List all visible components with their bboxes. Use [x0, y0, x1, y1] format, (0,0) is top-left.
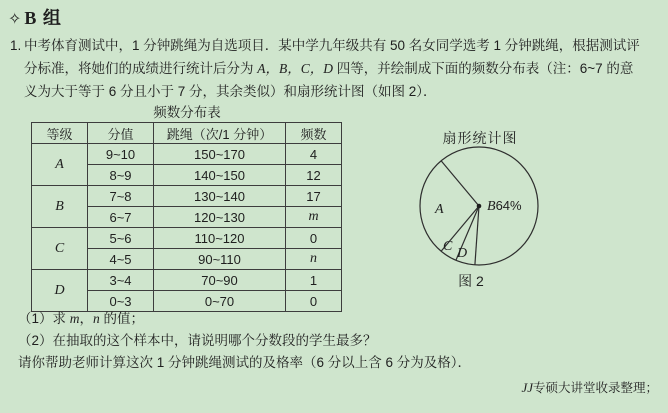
table-row — [32, 270, 342, 291]
pie-label-C: C — [443, 239, 453, 254]
diamond-star-icon: ✧ — [8, 11, 23, 28]
question-1-post: 的值； — [99, 311, 145, 326]
freq-cell: 4 — [286, 144, 342, 165]
freq-cell: 17 — [286, 186, 342, 207]
problem-line-2 — [24, 57, 664, 80]
header-skips: 跳绳（次/1 分钟） — [154, 123, 286, 144]
skips-cell: 140~150 — [154, 165, 286, 186]
section-header — [8, 4, 62, 30]
score-cell: 6~7 — [88, 207, 154, 228]
pie-label-B-percent: 64% — [495, 198, 522, 213]
pie-chart — [410, 138, 550, 278]
frequency-table-title: 频数分布表 — [153, 105, 221, 120]
pie-label-A: A — [435, 202, 444, 217]
header-grade: 等级 — [32, 123, 88, 144]
question-1-comma: ， — [79, 311, 94, 326]
question-2: （2）在抽取的这个样本中，请说明哪个分数段的学生最多？ — [18, 333, 377, 348]
variable-m: m — [69, 311, 80, 326]
pie-center-dot — [477, 204, 482, 209]
score-cell: 7~8 — [88, 186, 154, 207]
credit-line — [521, 378, 658, 396]
problem-number: 1. — [10, 38, 22, 53]
freq-cell: 0 — [286, 228, 342, 249]
skips-cell: 0~70 — [154, 291, 286, 312]
credit-prefix: JJ — [521, 380, 533, 395]
pie-label-B-letter: B — [487, 199, 496, 214]
frequency-table — [31, 122, 342, 312]
grade-cell-C: C — [32, 228, 88, 270]
freq-cell: 0 — [286, 291, 342, 312]
grade-letters: A，B，C，D — [257, 61, 334, 76]
score-cell: 0~3 — [88, 291, 154, 312]
grade-cell-D: D — [32, 270, 88, 312]
pie-label-D: D — [457, 246, 468, 261]
credit-text: 专硕大讲堂收录整理； — [532, 381, 658, 395]
variable-n: n — [93, 311, 100, 326]
skips-cell: 150~170 — [154, 144, 286, 165]
skips-cell: 70~90 — [154, 270, 286, 291]
score-cell: 4~5 — [88, 249, 154, 270]
freq-cell: 12 — [286, 165, 342, 186]
grade-cell-A: A — [32, 144, 88, 186]
score-cell: 9~10 — [88, 144, 154, 165]
table-row — [32, 144, 342, 165]
problem-line-2-pre: 分标准，将她们的成绩进行统计后分为 — [24, 61, 258, 76]
question-3: 请你帮助老师计算这次 1 分钟跳绳测试的及格率（6 分以上含 6 分为及格）． — [18, 355, 472, 370]
problem-line-3: 义为大于等于 6 分且小于 7 分，其余类似）和扇形统计图（如图 2）． — [24, 84, 437, 99]
table-header-row — [32, 123, 342, 144]
skips-cell: 110~120 — [154, 228, 286, 249]
question-1-pre: （1）求 — [18, 311, 70, 326]
skips-cell: 130~140 — [154, 186, 286, 207]
score-cell: 3~4 — [88, 270, 154, 291]
grade-cell-B: B — [32, 186, 88, 228]
problem-line-2-post: 四等，并绘制成下面的频数分布表（注：6~7 的意 — [333, 61, 634, 76]
pie-radius-AB — [441, 161, 479, 206]
freq-cell-m: m — [286, 207, 342, 228]
problem-line-1: 中考体育测试中，1 分钟跳绳为自选项目．某中学九年级共有 50 名女同学选考 1 分钟跳绳，根据测试评 — [24, 38, 640, 53]
question-1 — [18, 307, 144, 327]
table-row — [32, 228, 342, 249]
header-score: 分值 — [88, 123, 154, 144]
score-cell: 8~9 — [88, 165, 154, 186]
freq-cell: 1 — [286, 270, 342, 291]
table-row — [32, 186, 342, 207]
problem-statement — [8, 34, 664, 103]
freq-cell-n: n — [286, 249, 342, 270]
pie-label-B — [487, 198, 522, 214]
figure-caption: 图 2 — [458, 273, 484, 289]
score-cell: 5~6 — [88, 228, 154, 249]
header-frequency: 频数 — [286, 123, 342, 144]
pie-chart-title: 扇形统计图 — [442, 130, 518, 146]
skips-cell: 120~130 — [154, 207, 286, 228]
section-title: B 组 — [24, 8, 62, 28]
skips-cell: 90~110 — [154, 249, 286, 270]
